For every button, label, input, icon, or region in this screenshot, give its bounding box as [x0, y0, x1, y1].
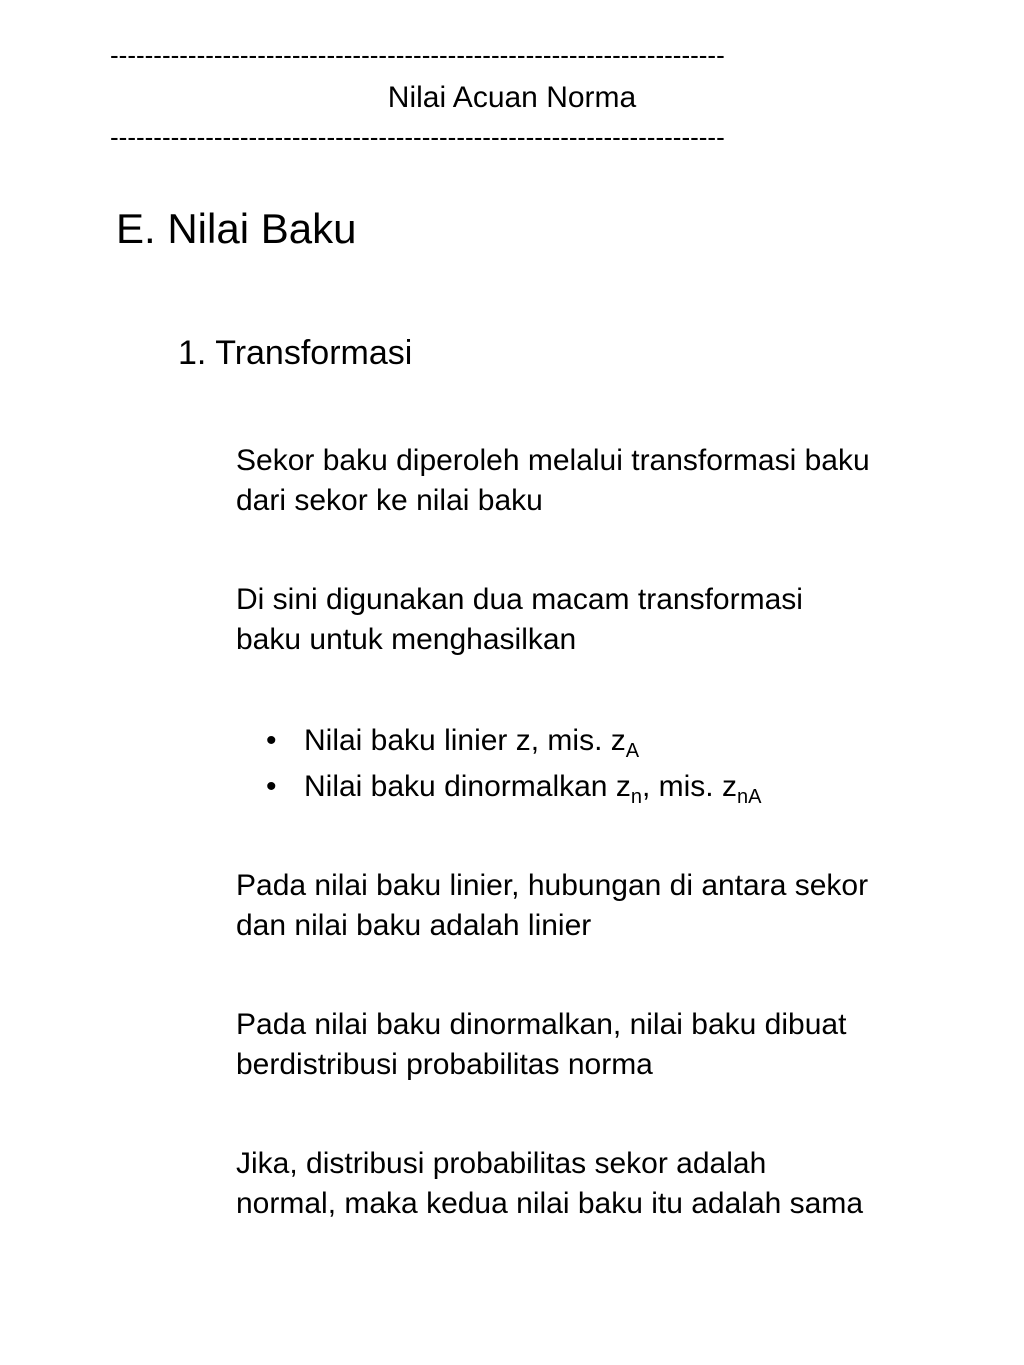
bullet-item-linear	[266, 718, 761, 764]
bullet-marker: •	[266, 724, 277, 757]
paragraph-4	[236, 1005, 976, 1085]
section-title: E. Nilai Baku	[116, 205, 357, 252]
bullet-item-normalized	[266, 764, 761, 810]
paragraph-5	[236, 1144, 976, 1224]
bullet-item-linear-label: Nilai baku linier z, mis. z	[304, 724, 626, 757]
bullet-marker: •	[266, 770, 277, 803]
bullet-item-normalized-label-b: , mis. z	[641, 770, 737, 803]
subscript-n: n	[630, 786, 642, 808]
header-rule-top: -----------------------------------------------------------------------	[110, 40, 725, 70]
paragraph-2-line-2: baku untuk menghasilkan	[236, 623, 577, 656]
paragraph-5-line-1: Jika, distribusi probabilitas sekor adalah	[236, 1147, 767, 1180]
paragraph-4-line-1: Pada nilai baku dinormalkan, nilai baku dibuat	[236, 1008, 847, 1041]
bullet-item-normalized-label-a: Nilai baku dinormalkan z	[304, 770, 631, 803]
subsection-title: 1. Transformasi	[178, 334, 413, 372]
subscript-a: A	[625, 740, 640, 762]
paragraph-4-line-2: berdistribusi probabilitas norma	[236, 1048, 653, 1081]
paragraph-1-line-2: dari sekor ke nilai baku	[236, 484, 543, 517]
bullet-item-normalized-text	[304, 764, 761, 810]
paragraph-1-line-1: Sekor baku diperoleh melalui transformasi baku	[236, 444, 870, 477]
header-title: Nilai Acuan Norma	[387, 81, 637, 114]
subscript-na: nA	[736, 786, 762, 808]
paragraph-2	[236, 580, 976, 660]
paragraph-3-line-1: Pada nilai baku linier, hubungan di antara sekor	[236, 869, 869, 902]
paragraph-5-line-2: normal, maka kedua nilai baku itu adalah sama	[236, 1187, 864, 1220]
header-rule-bottom: -----------------------------------------------------------------------	[110, 122, 725, 152]
paragraph-3-line-2: dan nilai baku adalah linier	[236, 909, 592, 942]
bullet-list	[266, 718, 761, 810]
paragraph-3	[236, 866, 976, 946]
paragraph-1	[236, 441, 976, 521]
paragraph-2-line-1: Di sini digunakan dua macam transformasi	[236, 583, 803, 616]
bullet-item-linear-text	[304, 718, 639, 764]
